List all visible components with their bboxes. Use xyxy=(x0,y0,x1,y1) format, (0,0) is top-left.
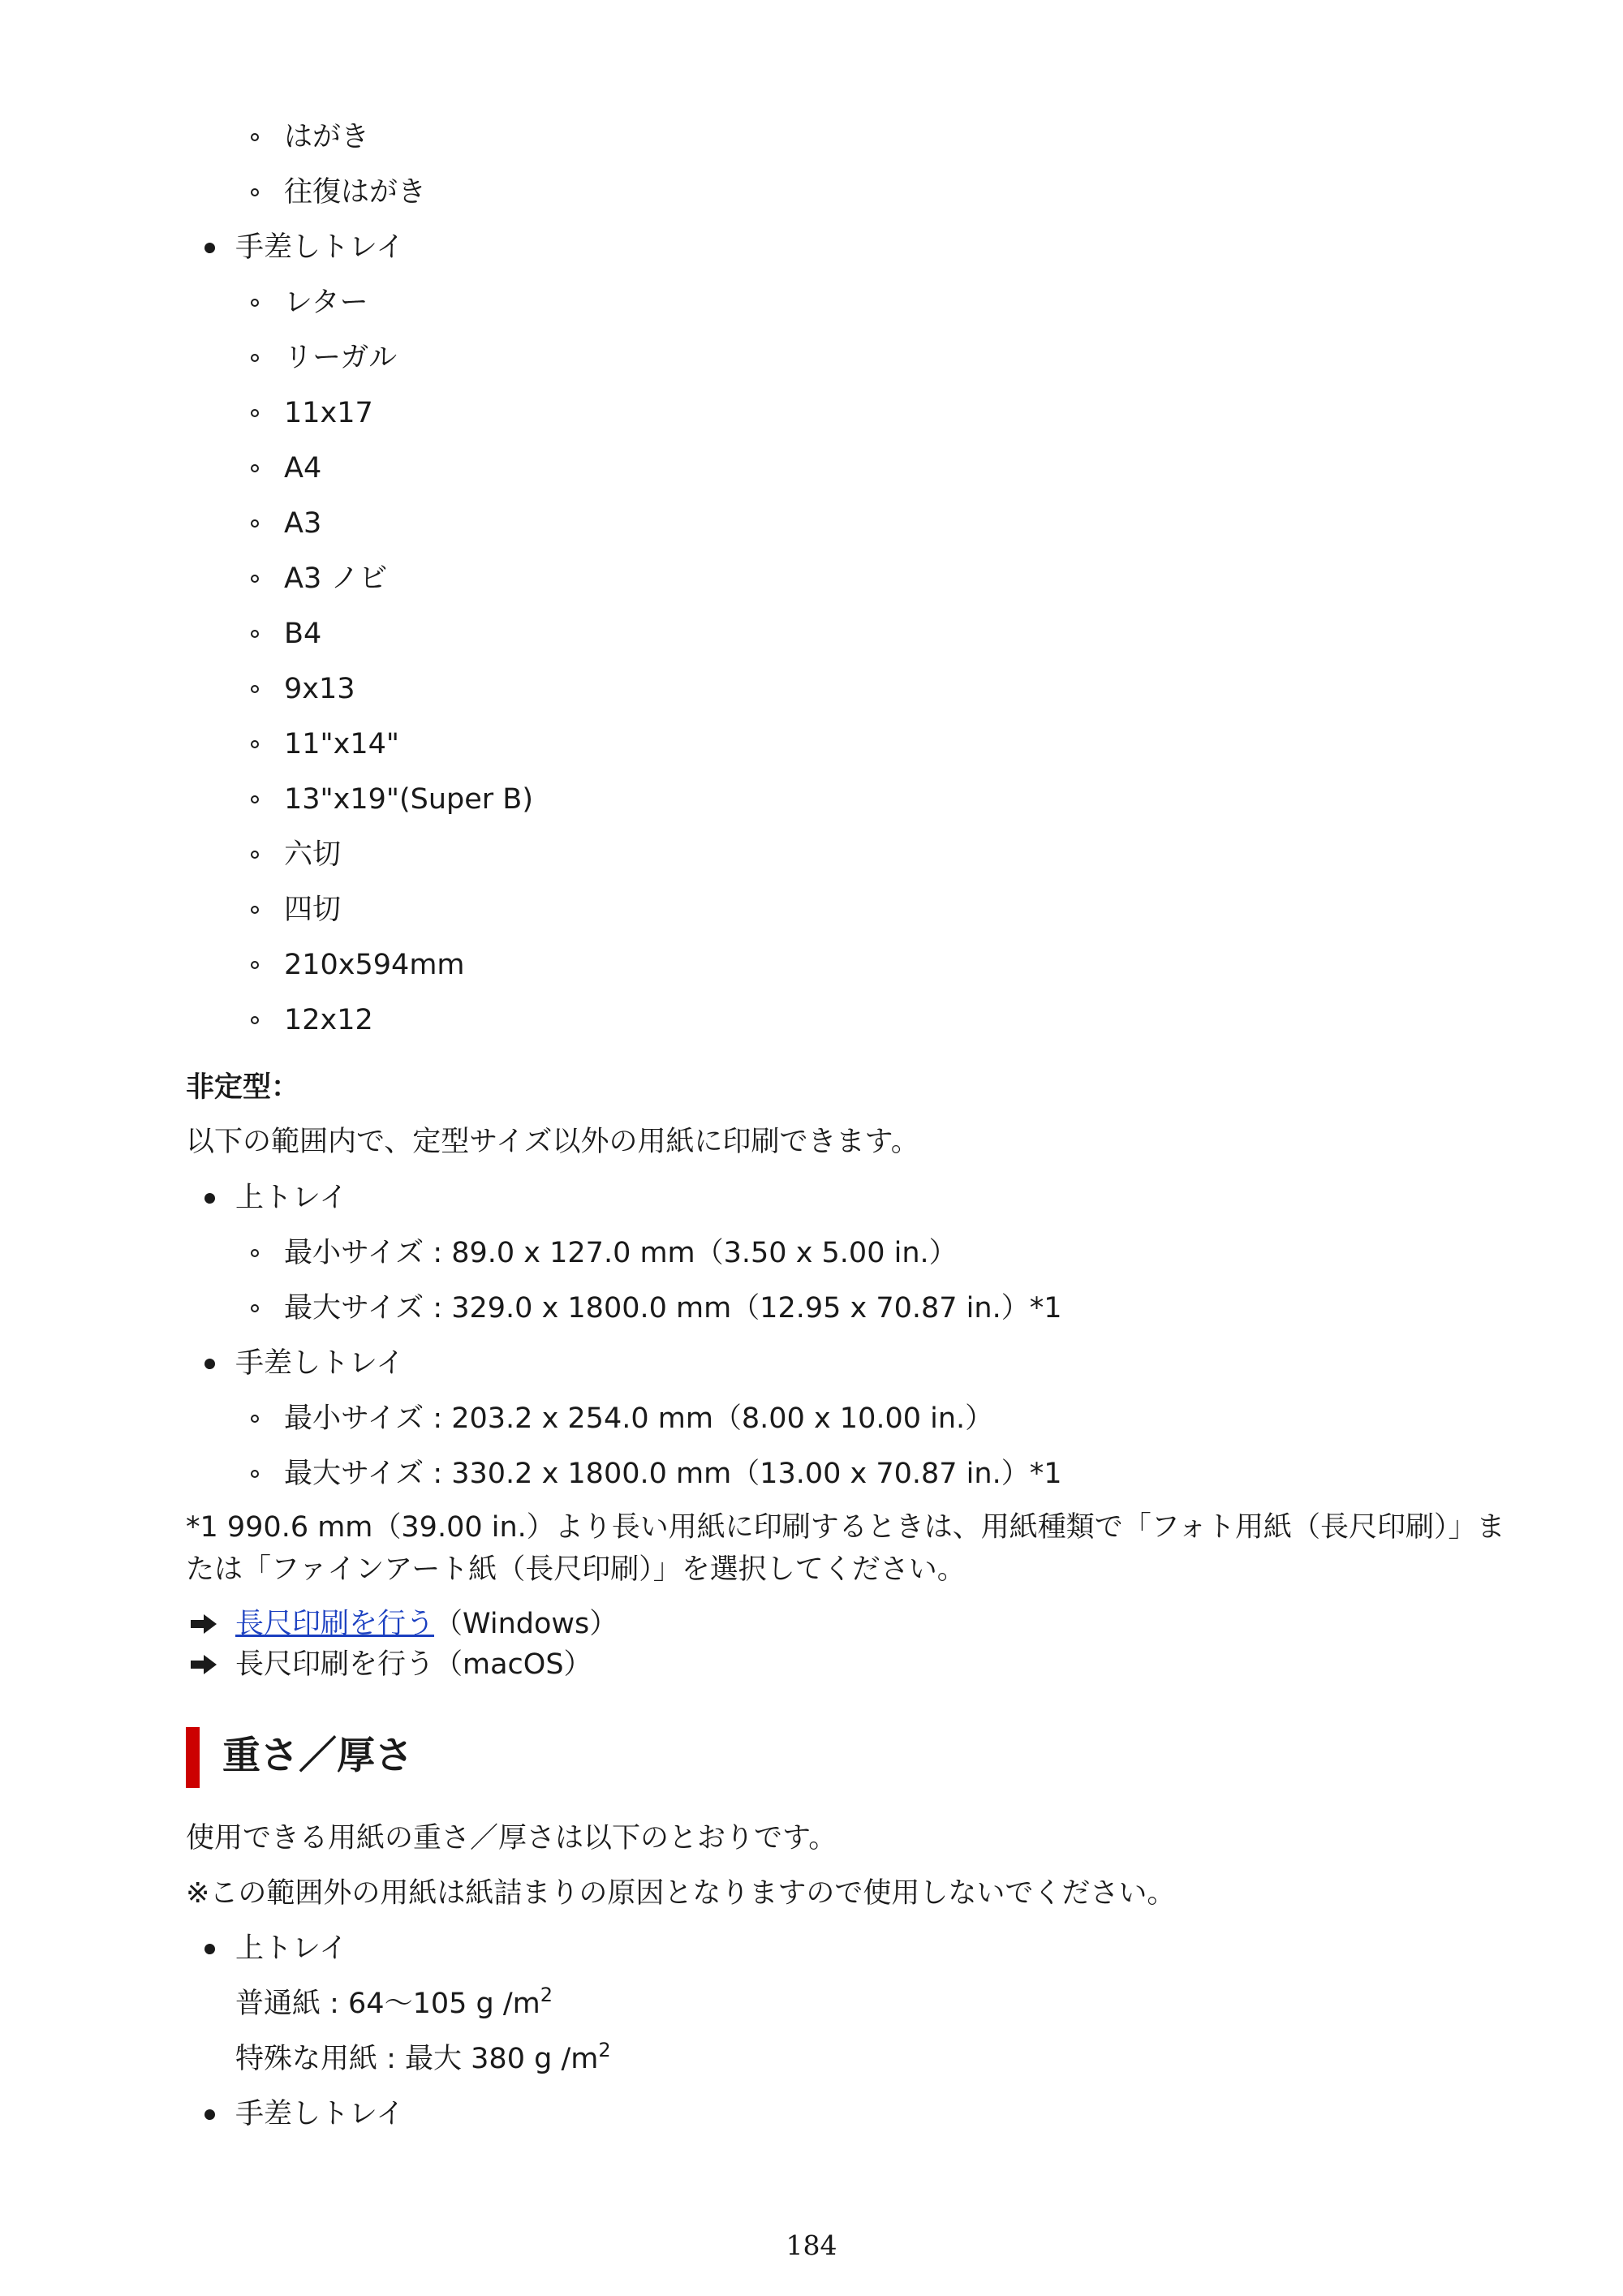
superscript: 2 xyxy=(598,2039,611,2061)
sub-bullet xyxy=(251,630,259,638)
list-item: 六切 xyxy=(284,838,342,871)
upper-tray-label: 上トレイ xyxy=(235,1182,348,1214)
sub-bullet xyxy=(251,188,259,196)
bullet xyxy=(204,2109,215,2120)
footnote-line-1: *1 990.6 mm（39.00 in.）より長い用紙に印刷するときは、用紙種類で「フォト用紙（長尺印刷）」ま xyxy=(186,1511,1505,1544)
sub-bullet xyxy=(251,906,259,914)
weight-note: ※この範囲外の用紙は紙詰まりの原因となりますので使用しないでください。 xyxy=(186,1877,1176,1910)
manual-max-size: 最大サイズ : 330.2 x 1800.0 mm（13.00 x 70.87 in.）*1 xyxy=(284,1458,1062,1490)
list-item: 9x13 xyxy=(284,673,355,705)
list-item: A3 xyxy=(284,507,322,540)
list-item: A3 ノビ xyxy=(284,562,388,595)
list-item: 11x17 xyxy=(284,397,373,429)
upper-min-size: 最小サイズ : 89.0 x 127.0 mm（3.50 x 5.00 in.） xyxy=(284,1237,958,1269)
list-item: レター xyxy=(284,286,368,319)
plain-paper-text: 普通紙 : 64〜105 g /m xyxy=(235,1988,540,2020)
superscript: 2 xyxy=(540,1984,553,2006)
sub-bullet xyxy=(251,851,259,859)
nonstandard-intro: 以下の範囲内で、定型サイズ以外の用紙に印刷できます。 xyxy=(186,1126,919,1158)
upper-max-size: 最大サイズ : 329.0 x 1800.0 mm（12.95 x 70.87 in.）*1 xyxy=(284,1292,1062,1325)
list-item: 11"x14" xyxy=(284,728,399,760)
sub-bullet xyxy=(251,795,259,803)
long-print-macos-text: 長尺印刷を行う（macOS） xyxy=(235,1648,592,1681)
special-paper-text: 特殊な用紙 : 最大 380 g /m xyxy=(235,2043,599,2075)
manual-tray-label: 手差しトレイ xyxy=(235,1347,405,1380)
bullet xyxy=(204,243,215,253)
sub-bullet xyxy=(251,961,259,969)
sub-bullet xyxy=(251,1470,259,1478)
sub-bullet xyxy=(251,299,259,307)
special-paper-weight xyxy=(235,2040,611,2078)
list-item: B4 xyxy=(284,618,322,650)
list-item: はがき xyxy=(284,121,370,153)
section-heading: 重さ／厚さ xyxy=(222,1734,413,1778)
sub-bullet xyxy=(251,519,259,528)
sub-bullet xyxy=(251,409,259,417)
upper-tray-label: 上トレイ xyxy=(235,1932,348,1965)
list-item: A4 xyxy=(284,452,322,485)
bullet xyxy=(204,1359,215,1369)
arrow-right-icon xyxy=(189,1613,218,1635)
sub-bullet xyxy=(251,133,259,141)
sub-bullet xyxy=(251,1415,259,1423)
list-item: 往復はがき xyxy=(284,176,427,209)
sub-bullet xyxy=(251,1249,259,1257)
list-item: 四切 xyxy=(284,894,342,926)
sub-bullet xyxy=(251,1304,259,1312)
sub-bullet xyxy=(251,685,259,693)
page-number: 184 xyxy=(786,2229,837,2261)
sub-bullet xyxy=(251,740,259,748)
sub-bullet xyxy=(251,354,259,362)
list-item: リーガル xyxy=(284,342,398,374)
weight-intro: 使用できる用紙の重さ／厚さは以下のとおりです。 xyxy=(186,1822,837,1854)
list-item: 13"x19"(Super B) xyxy=(284,783,533,816)
bullet xyxy=(204,1193,215,1204)
sub-bullet xyxy=(251,1016,259,1024)
manual-tray-label: 手差しトレイ xyxy=(235,2098,405,2130)
os-label-windows: （Windows） xyxy=(434,1608,618,1640)
manual-min-size: 最小サイズ : 203.2 x 254.0 mm（8.00 x 10.00 in.） xyxy=(284,1402,994,1435)
heading-accent-bar xyxy=(186,1727,200,1788)
long-print-windows-link[interactable]: 長尺印刷を行う xyxy=(235,1608,435,1640)
nonstandard-heading: 非定型： xyxy=(186,1071,300,1104)
arrow-right-icon xyxy=(189,1653,218,1676)
list-item: 210x594mm xyxy=(284,949,465,981)
footnote-line-2: たは「ファインアート紙（長尺印刷）」を選択してください。 xyxy=(186,1553,966,1586)
plain-paper-weight xyxy=(235,1985,553,2022)
bullet xyxy=(204,1944,215,1954)
manual-tray-label: 手差しトレイ xyxy=(235,231,405,264)
sub-bullet xyxy=(251,464,259,472)
list-item: 12x12 xyxy=(284,1004,373,1036)
sub-bullet xyxy=(251,575,259,583)
link-line-windows xyxy=(235,1605,618,1643)
